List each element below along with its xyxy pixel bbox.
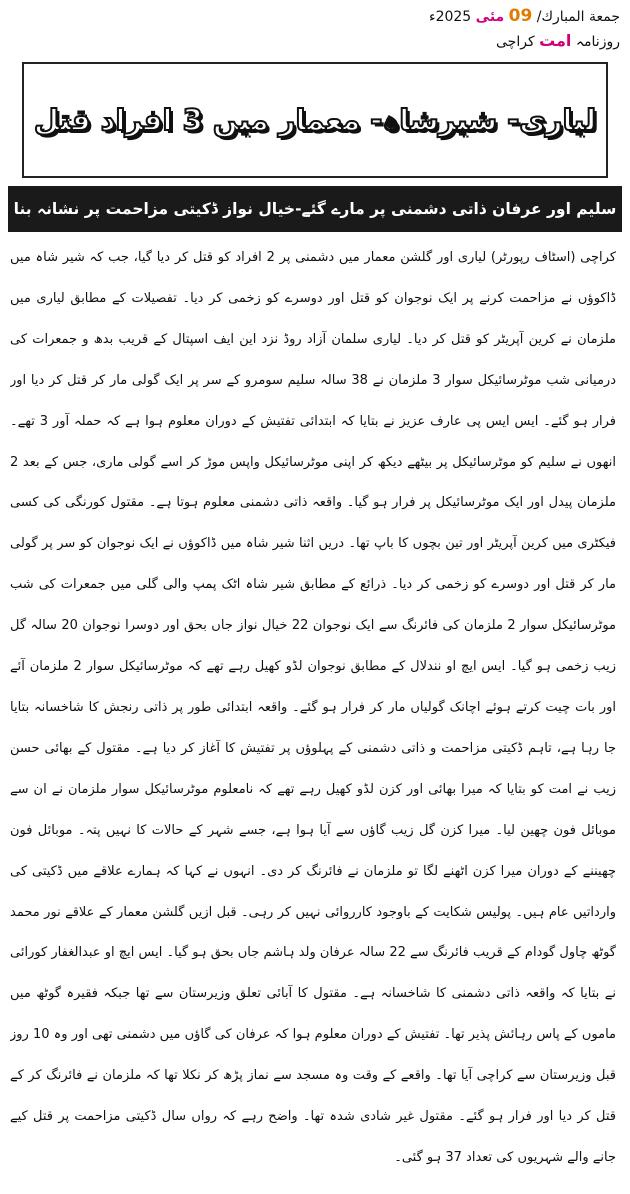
masthead bbox=[320, 4, 620, 54]
headline: لیاری- شیرشاہ- معمار میں 3 افراد قتل bbox=[33, 102, 597, 137]
masthead-paper-name: امت bbox=[539, 31, 572, 50]
subheadline-banner: سلیم اور عرفان ذاتی دشمنی پر مارے گئے-خیال نواز ڈکیتی مزاحمت پر نشانہ بنا bbox=[8, 186, 622, 232]
masthead-month: مئی bbox=[475, 9, 505, 25]
masthead-day-number: 09 bbox=[508, 6, 533, 26]
masthead-paper bbox=[320, 29, 620, 54]
masthead-year: 2025ء bbox=[428, 9, 472, 25]
masthead-city: کراچی bbox=[496, 34, 535, 50]
article-body: کراچی (اسٹاف رپورٹر) لیاری اور گلشن معمار میں دشمنی پر 2 افراد کو قتل کر دیا گیا، جب کہ شیر شاہ میں ڈاکوؤں نے مزاحمت کرنے پر ایک نوجوان کو قتل اور دوسرے کو زخمی کر دیا۔ تفصیلات کے مطابق لیاری میں ملزمان نے کرین آپریٹر کو قتل کر دیا۔ لیاری سلمان آزاد روڈ نزد این ایف اسپتال کے قریب بدھ و جمعرات کی درمیانی شب موٹرسائیکل سوار 3 ملزمان نے 38 سالہ سلیم سومرو کے سر پر ایک گولی مار کر قتل کر دیا اور فرار ہو گئے۔ ایس ایس پی عارف عزیز نے بتایا کہ ابتدائی تفتیش کے دوران معلوم ہوا ہے کہ حملہ آور 3 تھے۔ انھوں نے سلیم کو موٹرسائیکل پر بیٹھے دیکھ کر اپنی موٹرسائیکل واپس موڑ کر اسے گولی ماری، جس کے بعد 2 ملزمان پیدل اور ایک موٹرسائیکل پر فرار ہو گیا۔ واقعہ ذاتی دشمنی معلوم ہوتا ہے۔ مقتول کورنگی کی کسی فیکٹری میں کرین آپریٹر اور تین بچوں کا باپ تھا۔ دریں اثنا شیر شاہ میں ڈاکوؤں نے ایک نوجوان کو سر پر گولی مار کر قتل اور دوسرے کو زخمی کر دیا۔ ذرائع کے مطابق شیر شاہ اٹک پمپ والی گلی میں جمعرات کی شب موٹرسائیکل سوار 2 ملزمان کی فائرنگ سے ایک نوجوان 22 خیال نواز جاں بحق اور دوسرا نوجوان 20 سالہ گل زیب زخمی ہو گیا۔ ایس ایچ او نندلال کے مطابق نوجوان لڈو کھیل رہے تھے کہ موٹرسائیکل سوار 2 ملزمان آئے اور بات چیت کرتے ہوئے اچانک گولیاں مار کر فرار ہو گئے۔ واقعہ ابتدائی طور پر ذاتی رنجش کا شاخسانہ بتایا جا رہا ہے، تاہم ڈکیتی مزاحمت و ذاتی دشمنی کے پہلوؤں پر تفتیش کا آغاز کر دیا ہے۔ مقتول کے بھائی حسن زیب نے امت کو بتایا کہ میرا بھائی اور کزن لڈو کھیل رہے تھے کہ نامعلوم موٹرسائیکل سوار ملزمان نے ان سے موبائل فون چھین لیا۔ میرا کزن گل زیب گاؤں سے آیا ہوا ہے، جسے شہر کے حالات کا نہیں پتہ۔ موبائل فون چھیننے کے دوران میرا کزن اٹھنے لگا تو ملزمان نے فائرنگ کر دی۔ انہوں نے کہا کہ ہمارے علاقے میں ڈکیتی کی وارداتیں عام ہیں۔ پولیس شکایت کے باوجود کارروائی نہیں کر رہی۔ قبل ازیں گلشن معمار کے علاقے نور محمد گوٹھ چاول گودام کے قریب فائرنگ سے 22 سالہ عرفان ولد ہاشم جاں بحق ہو گیا۔ ایس ایچ او عبدالغفار کورائی نے بتایا کہ واقعہ ذاتی دشمنی کا شاخسانہ ہے۔ مقتول کا آبائی تعلق وزیرستان سے تھا جبکہ فقیرہ گوٹھ میں ماموں کے پاس رہائش پذیر تھا۔ تفتیش کے دوران معلوم ہوا کہ عرفان کی گاؤں میں دشمنی تھی اور وہ 10 روز قبل وزیرستان سے کراچی آیا تھا۔ واقعے کے وقت وہ مسجد سے نماز پڑھ کر نکلا تھا کہ ملزمان نے فائرنگ کر کے قتل کر دیا اور فرار ہو گئے۔ مقتول غیر شادی شدہ تھا۔ واضح رہے کہ رواں سال ڈکیتی مزاحمت پر قتل کیے جانے والے شہریوں کی تعداد 37 ہو گئی۔ bbox=[10, 250, 616, 1165]
masthead-paper-prefix: روزنامہ bbox=[575, 34, 620, 50]
masthead-day: جمعة المبارك/ bbox=[536, 9, 620, 25]
masthead-date bbox=[320, 4, 620, 29]
headline-box bbox=[22, 62, 608, 178]
